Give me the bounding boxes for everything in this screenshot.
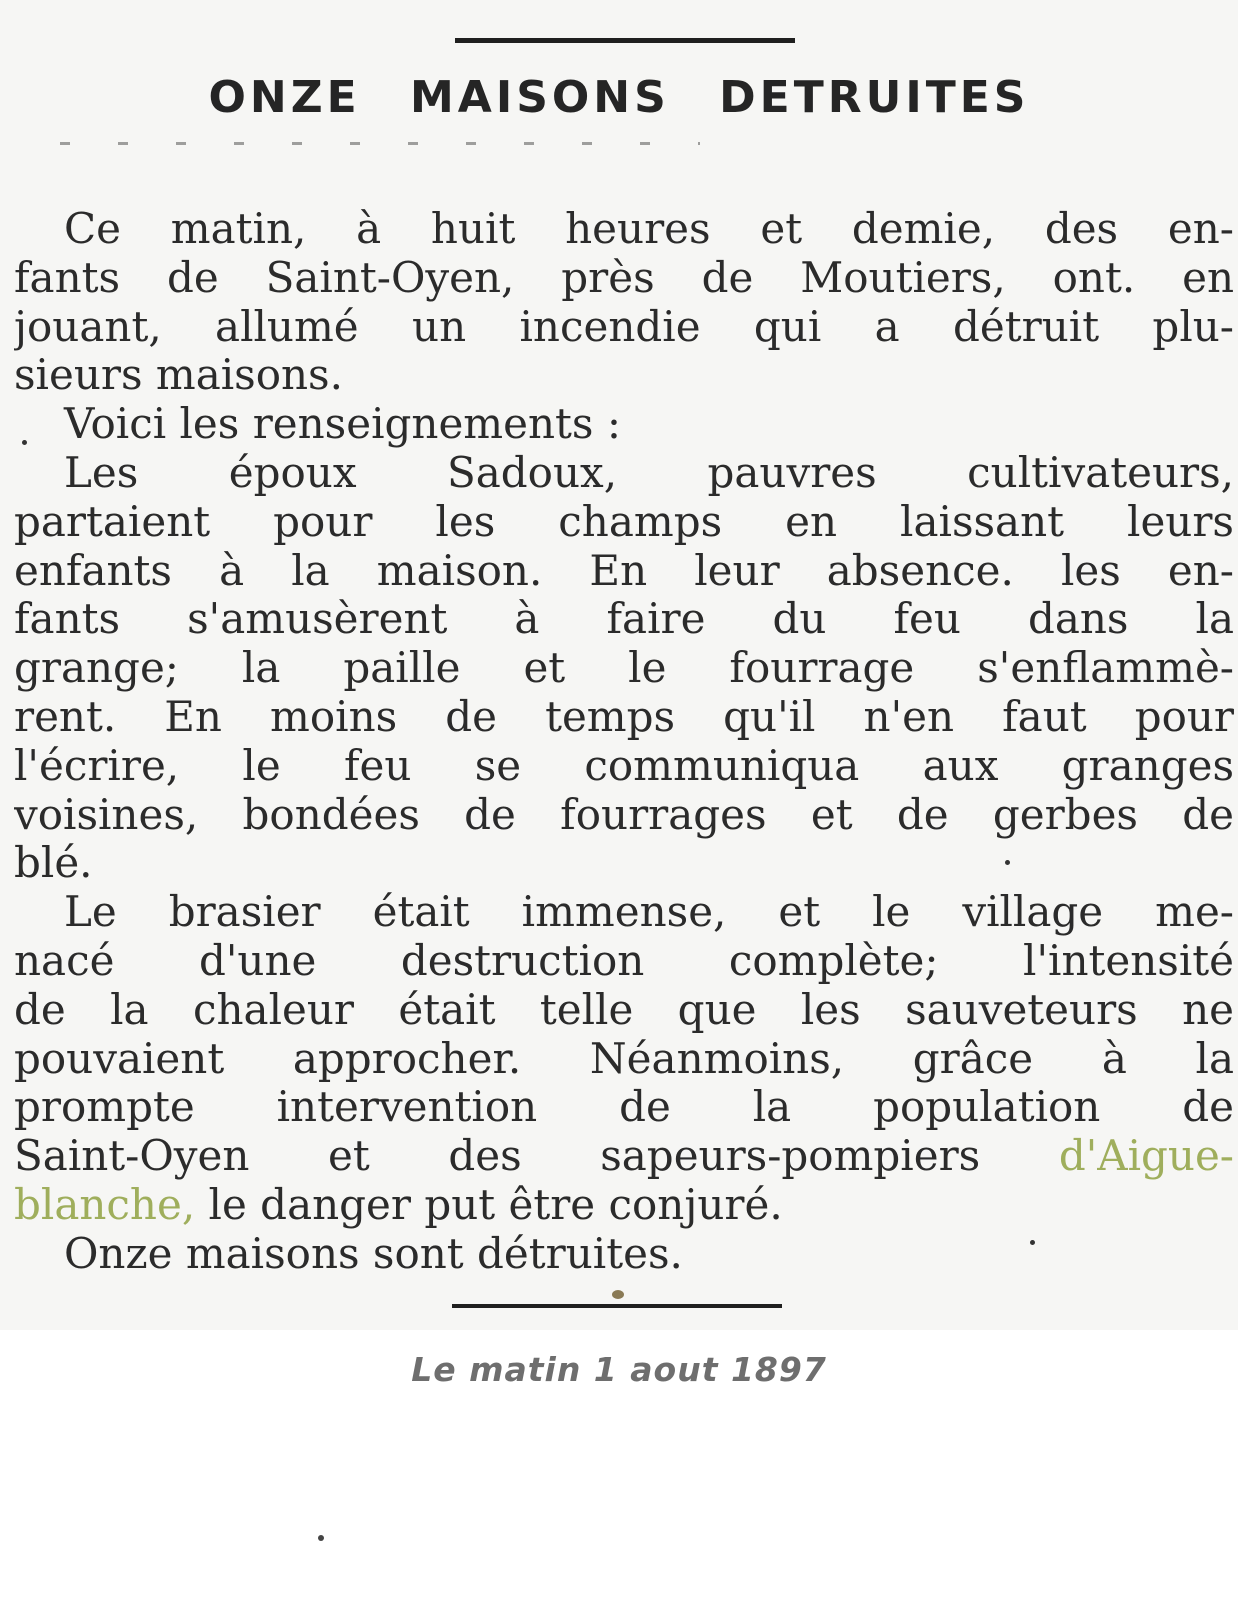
- article-line: enfants à la maison. En leur absence. les en-: [14, 546, 1234, 595]
- paper-stain: [612, 1290, 624, 1299]
- source-caption: Le matin 1 aout 1897: [411, 1350, 827, 1389]
- article-line: Onze maisons sont détruites.: [64, 1229, 683, 1278]
- headline: ONZE MAISONS DETRUITES: [208, 72, 1030, 123]
- paper-speck: [1030, 1240, 1035, 1245]
- article-line: fants de Saint-Oyen, près de Moutiers, ont. en: [14, 253, 1234, 302]
- article-line: jouant, allumé un incendie qui a détruit plu-: [14, 302, 1234, 351]
- article-body: [14, 205, 1234, 1279]
- article-line: Voici les renseignements :: [64, 400, 621, 449]
- article-line: grange; la paille et le fourrage s'enflammè-: [14, 644, 1234, 693]
- highlighted-place-name: blanche,: [14, 1180, 196, 1229]
- faded-print-line: [60, 142, 700, 145]
- article-line: prompte intervention de la population de: [14, 1083, 1234, 1132]
- article-line: fants s'amusèrent à faire du feu dans la: [14, 595, 1234, 644]
- article-line: Le brasier était immense, et le village me-: [64, 888, 1234, 937]
- article-line: blé.: [14, 839, 93, 888]
- article-line: [14, 1132, 1234, 1181]
- paper-speck: [1005, 860, 1010, 865]
- article-line: [14, 1181, 1234, 1230]
- article-line: pouvaient approcher. Néanmoins, grâce à la: [14, 1034, 1234, 1083]
- article-text: Saint-Oyen et des sapeurs-pompiers: [14, 1132, 1059, 1181]
- article-line: de la chaleur était telle que les sauveteurs ne: [14, 985, 1234, 1034]
- paper-speck: [318, 1535, 324, 1541]
- article-line: sieurs maisons.: [14, 351, 343, 400]
- article-text: le danger put être conjuré.: [195, 1180, 783, 1229]
- article-line: l'écrire, le feu se communiqua aux granges: [14, 741, 1234, 790]
- highlighted-place-name: d'Aigue-: [1058, 1132, 1234, 1181]
- bottom-rule: [452, 1304, 782, 1308]
- article-line: rent. En moins de temps qu'il n'en faut pour: [14, 692, 1234, 741]
- article-line: Les époux Sadoux, pauvres cultivateurs,: [64, 448, 1234, 497]
- paper-speck: [22, 440, 27, 445]
- article-line: nacé d'une destruction complète; l'intensité: [14, 936, 1234, 985]
- article-line: Ce matin, à huit heures et demie, des en-: [64, 205, 1234, 253]
- top-rule: [455, 38, 795, 43]
- article-line: partaient pour les champs en laissant leurs: [14, 497, 1234, 546]
- article-line: voisines, bondées de fourrages et de gerbes de: [14, 790, 1234, 839]
